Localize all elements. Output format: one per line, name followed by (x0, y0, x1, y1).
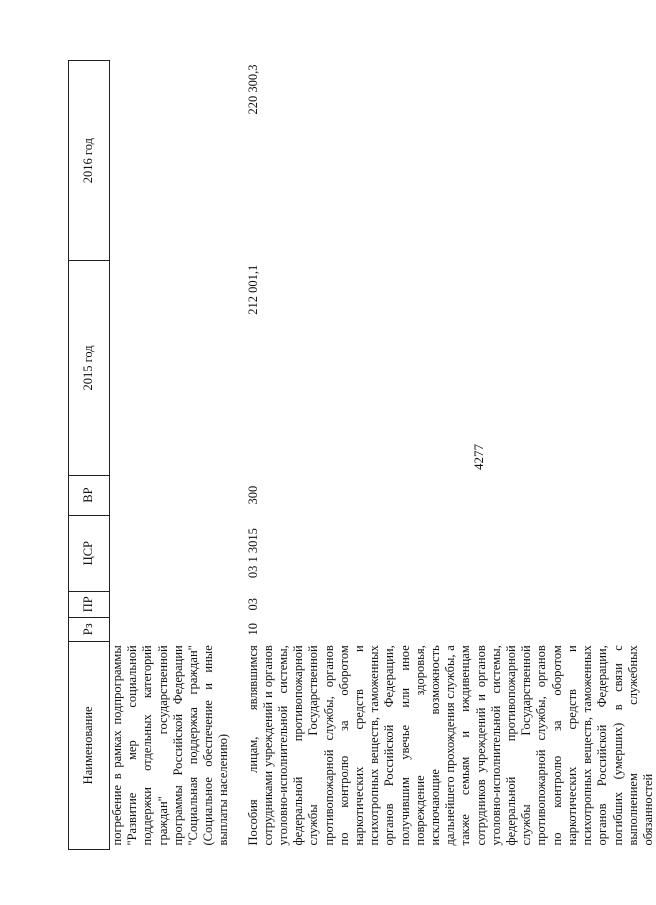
row-spacer (232, 61, 246, 850)
header-2015: 2015 год (69, 261, 110, 475)
cell-name: Пособия лицам, являвшимся сотрудниками учреждений и органов уголовно-исполнительной системы, федеральной противопожарной службы Государственной противопожарной службы, органов по контролю за оборотом наркотических средств и психотропных веществ, таможенных органов Российской Федерации, получившим увечье или иное повреждение здоровья, исключающие возможность дальнейшего прохождения службы, а также семьям и иждивенцам сотрудников учреждений и органов уголовно-исполнительной системы, федеральной противопожарной службы Государственной противопожарной службы, органов по контролю за оборотом наркотических средств и психотропных веществ, таможенных органов Российской Федерации, погибших (умерших) в связи с выполнением служебных обязанностей (245, 645, 655, 846)
cell-csr (110, 515, 232, 591)
header-rz: Рз (69, 617, 110, 641)
header-name: Наименование (69, 641, 110, 849)
cell-2015: 212 001,1 (245, 264, 260, 315)
cell-2015 (110, 261, 232, 475)
cell-vr: 300 (245, 485, 260, 505)
table-row (110, 61, 232, 850)
header-csr: ЦСР (69, 515, 110, 591)
cell-csr: 03 1 3015 (245, 528, 260, 579)
table-row (246, 61, 656, 850)
cell-rz (110, 617, 232, 641)
header-vr: ВР (69, 475, 110, 515)
header-2016: 2016 год (69, 61, 110, 261)
header-pr: ПР (69, 591, 110, 617)
rotated-table-container (68, 60, 655, 850)
cell-2016 (110, 61, 232, 261)
cell-pr: 03 (245, 597, 260, 611)
cell-vr (110, 475, 232, 515)
table-header-row (69, 61, 110, 850)
cell-rz: 10 (245, 623, 260, 636)
cell-2016: 220 300,3 (245, 64, 260, 115)
cell-pr (110, 591, 232, 617)
cell-name: погребение в рамках подпрограммы "Развитие мер социальной поддержки отдельных категорий граждан" государственной программы Российской Федерации "Социальная поддержка граждан" (Социальное обеспечение и иные выплаты населению) (110, 645, 231, 846)
page-number: 4277 (471, 444, 486, 470)
budget-table (68, 60, 656, 850)
